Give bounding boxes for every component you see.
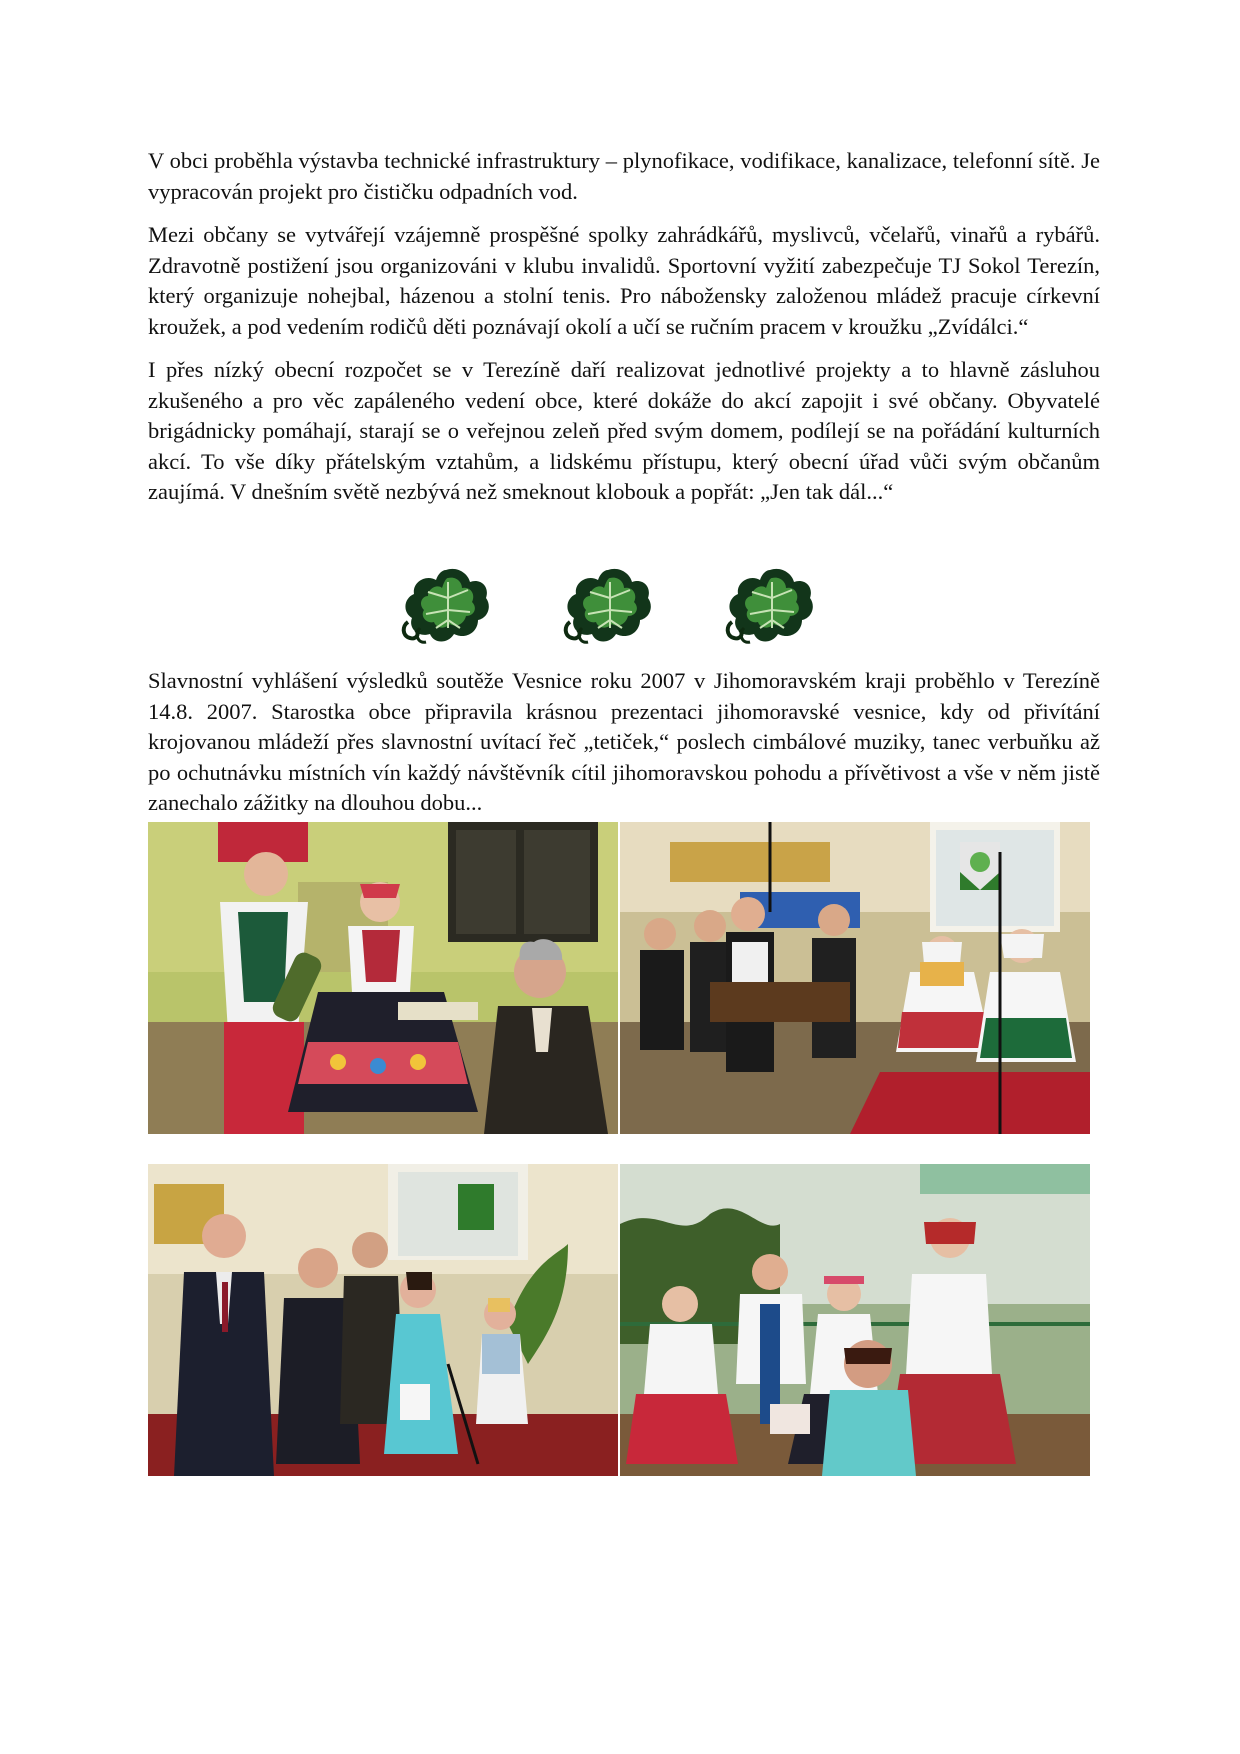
photo-cimbalom-band [620,822,1090,1134]
grape-leaf-icon [722,564,818,650]
paragraph-village-of-the-year: Slavnostní vyhlášení výsledků soutěže Vesnice roku 2007 v Jihomoravském kraji proběhlo v Terezíně 14.8. 2007. Starostka obce připravila krásnou prezentaci jihomoravské vesnice, kdy od přivítání krojovanou mládeží přes slavnostní uvítací řeč „tetiček,“ poslech cimbálové muziky, tanec verbuňku až po ochutnávku místních vín každý návštěvník cítil jihomoravskou pohodu a přívětivost a vše v něm jistě zanechalo zážitky na dlouhou dobu... [148,668,1100,815]
grape-leaf-icon [560,564,656,650]
photo-folk-costume-welcome [148,822,618,1134]
photo-award-handshake [148,1164,618,1476]
paragraph-associations: Mezi občany se vytvářejí vzájemně prospěšné spolky zahrádkářů, myslivců, včelařů, vinařů a rybářů. Zdravotně postižení jsou organizováni v klubu invalidů. Sportovní vyžití zabezpečuje TJ Sokol Terezín, který organizuje nohejbal, házenou a stolní tenis. Pro nábožensky založenou mládež pracuje církevní kroužek, a pod vedením rodičů děti poznávají okolí a učí se ručním pracem v kroužku „Zvídálci.“ [148,222,1100,339]
photo-folk-group-terrace [620,1164,1090,1476]
grape-leaf-icon [398,564,494,650]
ornament-row [0,564,1240,654]
paragraph-infrastructure: V obci proběhla výstavba technické infrastruktury – plynofikace, vodifikace, kanalizace, telefonní sítě. Je vypracován projekt pro čističku odpadních vod. [148,148,1100,204]
paragraph-community: I přes nízký obecní rozpočet se v Terezíně daří realizovat jednotlivé projekty a to hlavně zásluhou zkušeného a pro věc zapáleného vedení obce, které dokáže do akcí zapojit i své občany. Obyvatelé brigádnicky pomáhají, starají se o veřejnou zeleň před svým domem, podílejí se na pořádání kulturních akcí. To vše díky přátelským vztahům, a lidskému přístupu, který obecní úřad vůči svým občanům zaujímá. V dnešním světě nezbývá než smeknout klobouk a popřát: „Jen tak dál...“ [148,357,1100,504]
body-text-top [148,146,1100,521]
body-text-bottom [148,666,1100,832]
